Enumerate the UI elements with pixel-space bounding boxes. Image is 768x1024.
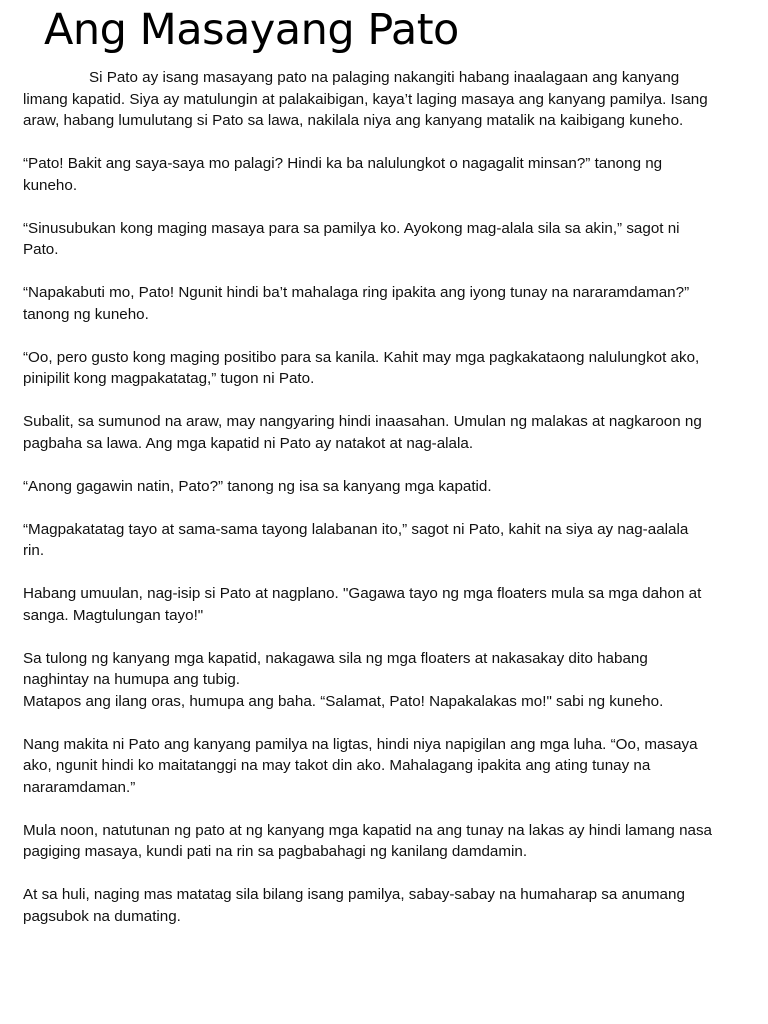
story-paragraph-2: “Pato! Bakit ang saya-saya mo palagi? Hindi ka ba nalulungkot o nagagalit minsan?” tanong ng kuneho. bbox=[23, 155, 663, 194]
story-paragraph-13: Mula noon, natutunan ng pato at ng kanyang mga kapatid na ang tunay na lakas ay hindi lamang nasa pagiging masaya, kundi pati na rin sa pagbabahagi ng kanilang damdamin. bbox=[23, 821, 712, 860]
story-paragraph-4: “Napakabuti mo, Pato! Ngunit hindi ba’t mahalaga ring ipakita ang iyong tunay na nararamdaman?” tanong ng kuneho. bbox=[23, 284, 690, 323]
story-paragraph-7: “Anong gagawin natin, Pato?” tanong ng isa sa kanyang mga kapatid. bbox=[23, 477, 492, 495]
story-paragraph-1: Si Pato ay isang masayang pato na palaging nakangiti habang inaalagaan ang kanyang limang kapatid. Siya ay matulungin at palakaibigan, kaya’t laging masaya ang kanyang pamilya. Isang araw, habang lumulutang si Pato sa lawa, nakilala niya ang kanyang matalik na kaibigang kuneho. bbox=[23, 69, 708, 129]
story-paragraph-9: Habang umuulan, nag-isip si Pato at nagplano. "Gagawa tayo ng mga floaters mula sa mga dahon at sanga. Magtulungan tayo!" bbox=[23, 585, 702, 624]
story-paragraph-11: Matapos ang ilang oras, humupa ang baha. “Salamat, Pato! Napakalakas mo!" sabi ng kuneho. bbox=[23, 692, 664, 710]
story-paragraph-14: At sa huli, naging mas matatag sila bilang isang pamilya, sabay-sabay na humaharap sa anumang pagsubok na dumating. bbox=[23, 886, 685, 925]
story-paragraph-5: “Oo, pero gusto kong maging positibo para sa kanila. Kahit may mga pagkakataong nalulungkot ako, pinipilit kong magpakatatag,” tugon ni Pato. bbox=[23, 348, 700, 387]
story-paragraph-3: “Sinusubukan kong maging masaya para sa pamilya ko. Ayokong mag-alala sila sa akin,” sagot ni Pato. bbox=[23, 219, 680, 258]
story-title: Ang Masayang Pato bbox=[44, 5, 459, 55]
story-paragraph-12: Nang makita ni Pato ang kanyang pamilya na ligtas, hindi niya napigilan ang mga luha. “Oo, masaya ako, ngunit hindi ko maitatanggi na may takot din ako. Mahalagang ipakita ang ating tunay na nararamdaman.” bbox=[23, 735, 698, 796]
story-paragraph-6: Subalit, sa sumunod na araw, may nangyaring hindi inaasahan. Umulan ng malakas at nagkaroon ng pagbaha sa lawa. Ang mga kapatid ni Pato ay natakot at nag-alala. bbox=[23, 413, 702, 452]
story-paragraph-8: “Magpakatatag tayo at sama-sama tayong lalabanan ito,” sagot ni Pato, kahit na siya ay nag-aalala rin. bbox=[23, 520, 689, 559]
story-body bbox=[23, 67, 713, 949]
story-paragraph-10: Sa tulong ng kanyang mga kapatid, nakagawa sila ng mga floaters at nakasakay dito habang naghintay na humupa ang tubig. bbox=[23, 649, 648, 688]
